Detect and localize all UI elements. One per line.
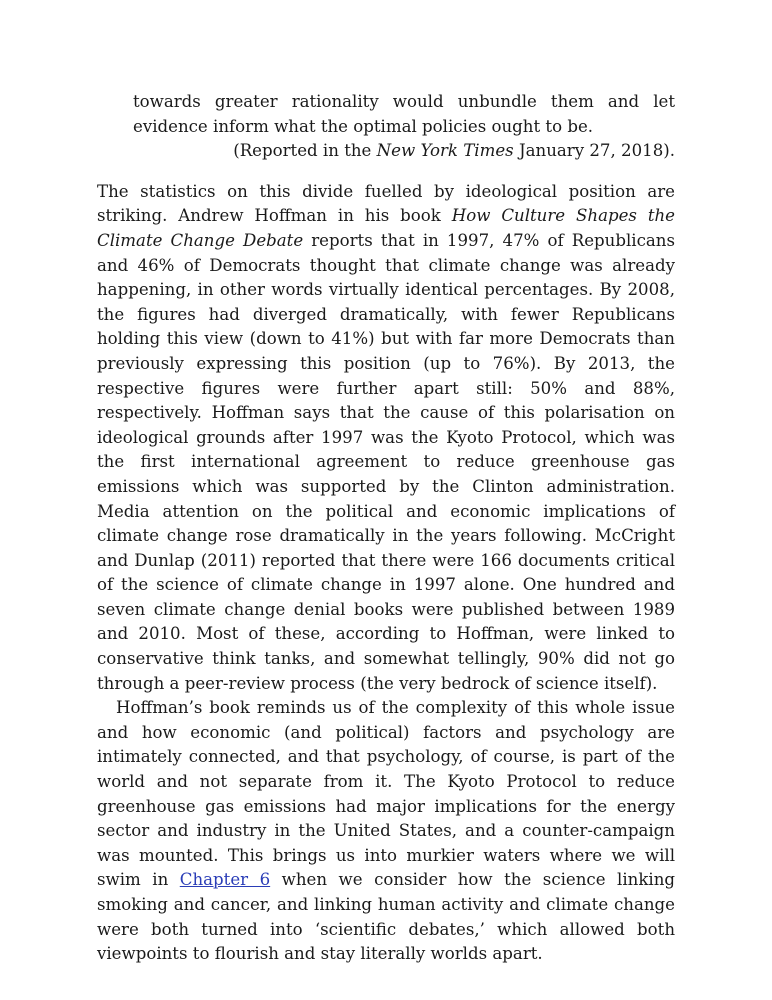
book-title: How Culture Shapes the Climate Change Debate [97,206,675,250]
body-paragraph-1 [97,180,675,696]
quote-attribution [97,139,675,164]
attribution-prefix: (Reported in the [233,141,377,161]
paragraph2-part1: Hoffman’s book reminds us of the complexity of this whole issue and how economic (and political) factors and psychology are intimately connected, and that psychology, of course, is part of the world and not separate from it. The Kyoto Protocol to reduce greenhouse gas emissions had major implications for the energy sector and industry in the United States, and a counter-campaign was mounted. This brings us into murkier waters where we will swim in [97,698,675,890]
quote-text: towards greater rationality would unbundle them and let evidence inform what the optimal policies ought to be. [133,92,675,136]
paragraph1-part1: The statistics on this divide fuelled by ideological position are striking. Andrew Hoffman in his book [97,181,675,226]
document-page [97,90,675,967]
paragraph2-part2: when we consider how the science linking smoking and cancer, and linking human activity and climate change were both turned into ‘scientific debates,’ which allowed both viewpoints to flourish and stay literally worlds apart. [97,870,676,964]
body-paragraph-2 [97,696,675,967]
attribution-source: New York Times [376,141,514,161]
chapter-6-link[interactable]: Chapter 6 [179,870,271,890]
paragraph1-part2: reports that in 1997, 47% of Republicans and 46% of Democrats thought that climate change was already happening, in other words virtually identical percentages. By 2008, the figures had diverged dramatically, with fewer Republicans holding this view (down to 41%) but with far more Democrats than previously expressing this position (up to 76%). By 2013, the respective figures were further apart still: 50% and 88%, respectively. Hoffman says that the cause of this polarisation on ideological grounds after 1997 was the Kyoto Protocol, which was the first international agreement to reduce greenhouse gas emissions which was supported by the Clinton administration. Media attention on the political and economic implications of climate change rose dramatically in the years following. McCright and Dunlap (2011) reported that there were 166 documents critical of the science of climate change in 1997 alone. One hundred and seven climate change denial books were published between 1989 and 2010. Most of these, according to Hoffman, were linked to conservative think tanks, and somewhat tellingly, 90% did not go through a peer-review process (the very bedrock of science itself). [97,230,675,693]
block-quote [133,90,675,139]
attribution-suffix: January 27, 2018). [513,141,675,161]
